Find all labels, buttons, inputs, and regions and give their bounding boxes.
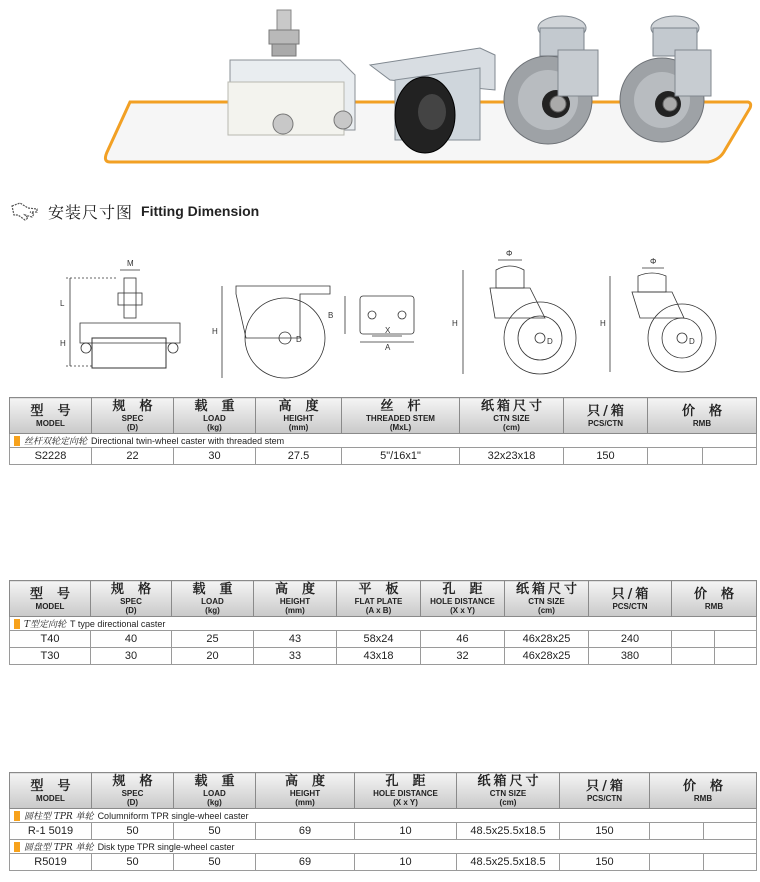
heading-en: Fitting Dimension: [141, 203, 260, 219]
spec-table-threaded-stem: [9, 397, 757, 465]
header-rmb: 价格 RMB: [672, 581, 757, 617]
hand-pointer-icon: [10, 200, 40, 222]
table-row: R5019 50 50 69 10 48.5x25.5x18.5 150: [10, 854, 757, 871]
table-row: S2228 22 30 27.5 5"/16x1" 32x23x18 150: [10, 448, 757, 465]
drawing-label-a: A: [385, 343, 391, 352]
header-height: 高度 HEIGHT (mm): [256, 398, 342, 434]
header-hole-distance: 孔距 HOLE DISTANCE (X x Y): [421, 581, 505, 617]
header-load: 载重 LOAD (kg): [174, 398, 256, 434]
header-spec: 规格 SPEC (D): [91, 581, 172, 617]
header-threaded-stem: 丝杆 THREADED STEM (MxL): [342, 398, 460, 434]
accent-marker: [14, 811, 20, 821]
drawing-label-h: H: [60, 339, 66, 348]
product-photo-tpr-caster-columniform: [504, 16, 598, 144]
drawing-swivel-caster-2: [600, 257, 716, 372]
drawing-flat-plate: [328, 296, 414, 352]
header-hole-distance: 孔距 HOLE DISTANCE (X x Y): [355, 773, 457, 809]
header-spec: 规格 SPEC (D): [92, 398, 174, 434]
header-rmb: 价格 RMB: [648, 398, 757, 434]
table-header-row: [10, 398, 757, 434]
table-row: T30 30 20 33 43x18 32 46x28x25 380: [10, 648, 757, 665]
header-ctn-size: 纸箱尺寸 CTN SIZE (cm): [505, 581, 589, 617]
drawing-label-d4: D: [547, 337, 553, 346]
header-rmb: 价格 RMB: [650, 773, 757, 809]
header-load: 载重 LOAD (kg): [174, 773, 256, 809]
header-height: 高度 HEIGHT (mm): [254, 581, 337, 617]
drawing-t-type-side: [212, 286, 330, 378]
header-ctn-size: 纸箱尺寸 CTN SIZE (cm): [457, 773, 560, 809]
group-label-row: T型定向轮 T type directional caster: [10, 617, 757, 631]
section-heading: [10, 198, 259, 224]
product-banner: [0, 0, 760, 180]
drawing-label-d5: D: [689, 337, 695, 346]
accent-marker: [14, 619, 20, 629]
drawing-label-h4: H: [452, 319, 458, 328]
table-header-row: [10, 581, 757, 617]
group-label-row: 丝杆双轮定向轮 Directional twin-wheel caster with threaded stem: [10, 434, 757, 448]
drawing-label-b: B: [328, 311, 334, 320]
header-pcs-ctn: 只/箱 PCS/CTN: [564, 398, 648, 434]
header-pcs-ctn: 只/箱 PCS/CTN: [589, 581, 672, 617]
drawing-label-l: L: [60, 299, 65, 308]
header-model: 型号 MODEL: [10, 773, 92, 809]
group-label-row: 圆柱型 TPR 单轮 Columniform TPR single-wheel caster: [10, 809, 757, 823]
header-model: 型号 MODEL: [10, 581, 91, 617]
table-row: R-1 5019 50 50 69 10 48.5x25.5x18.5 150: [10, 823, 757, 840]
header-pcs-ctn: 只/箱 PCS/CTN: [560, 773, 650, 809]
header-load: 载重 LOAD (kg): [172, 581, 254, 617]
table-header-row: [10, 773, 757, 809]
drawing-label-phi5: Φ: [650, 257, 657, 266]
drawing-label-h5: H: [600, 319, 606, 328]
drawing-label-m: M: [127, 259, 134, 268]
product-photo-tpr-caster-disk: [620, 16, 711, 142]
drawing-label-d2: D: [296, 335, 302, 344]
header-height: 高度 HEIGHT (mm): [256, 773, 355, 809]
dimension-drawings: [0, 238, 760, 388]
accent-marker: [14, 842, 20, 852]
drawing-twin-wheel-stem: [60, 259, 180, 368]
header-model: 型号 MODEL: [10, 398, 92, 434]
header-ctn-size: 纸箱尺寸 CTN SIZE (cm): [460, 398, 564, 434]
heading-cn: 安装尺寸图: [48, 204, 134, 222]
spec-table-tpr-single-wheel: [9, 772, 757, 871]
drawing-label-phi4: Φ: [506, 249, 513, 258]
header-flat-plate: 平板 FLAT PLATE (A x B): [337, 581, 421, 617]
table-row: T40 40 25 43 58x24 46 46x28x25 240: [10, 631, 757, 648]
drawing-label-h2: H: [212, 327, 218, 336]
drawing-label-x: X: [385, 326, 391, 335]
accent-marker: [14, 436, 20, 446]
product-photo-twin-wheel-caster: [228, 10, 355, 135]
header-spec: 规格 SPEC (D): [92, 773, 174, 809]
drawing-swivel-caster-1: [452, 249, 576, 374]
spec-table-t-type: [9, 580, 757, 665]
group-label-row: 圆盘型 TPR 单轮 Disk type TPR single-wheel caster: [10, 840, 757, 854]
